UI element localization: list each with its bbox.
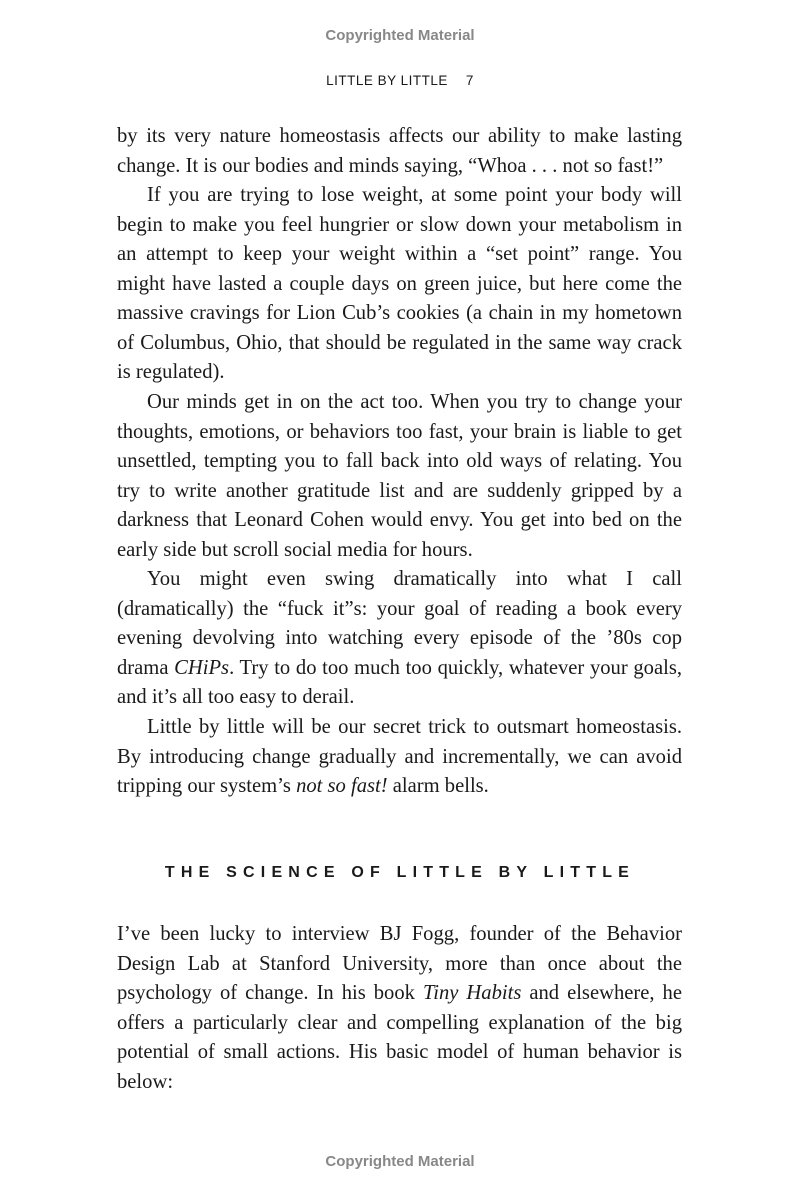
paragraph-4-text-b: . Try to do too much too quickly, whatever your goals, and it’s all too easy to derail. (117, 656, 683, 708)
paragraph-6-text-b: and elsewhere, he offers a particularly clear and compelling explanation of the big potential of small actions. His basic model of human behavior is below: (117, 982, 682, 1093)
paragraph-6 (117, 920, 682, 1097)
section-heading: THE SCIENCE OF LITTLE BY LITTLE (164, 864, 636, 881)
page-number: 7 (465, 73, 474, 88)
paragraph-6-text-a: I’ve been lucky to interview BJ Fogg, founder of the Behavior Design Lab at Stanford University, more than once about the psychology of change. In his book (117, 923, 682, 1004)
running-head (0, 73, 800, 88)
watermark-top: Copyrighted Material (325, 27, 475, 44)
paragraph-6-italic: Tiny Habits (422, 982, 522, 1004)
paragraph-3: Our minds get in on the act too. When you try to change your thoughts, emotions, or behaviors too fast, your brain is liable to get unsettled, tempting you to fall back into old ways of relating. You try to write another gratitude list and are suddenly gripped by a darkness that Leonard Cohen would envy. You get into bed on the early side but scroll social media for hours. (117, 391, 682, 561)
running-head-title: LITTLE BY LITTLE (326, 73, 448, 88)
watermark-bottom: Copyrighted Material (325, 1153, 475, 1170)
paragraph-5-text-b: alarm bells. (387, 775, 489, 797)
paragraph-5-text-a: Little by little will be our secret trick to outsmart homeostasis. By introducing change gradually and incrementally, we can avoid tripping our system’s (117, 716, 682, 797)
paragraph-2: If you are trying to lose weight, at some point your body will begin to make you feel hungrier or slow down your metabolism in an attempt to keep your weight within a “set point” range. You might have lasted a couple days on green juice, but here come the massive cravings for Lion Cub’s cookies (a chain in my hometown of Columbus, Ohio, that should be regulated in the same way crack is regulated). (117, 184, 682, 383)
paragraph-5 (117, 713, 682, 802)
paragraph-4 (117, 565, 682, 713)
paragraph-5-italic: not so fast! (296, 775, 388, 797)
paragraph-4-text-a: You might even swing dramatically into what I call (dramatically) the “fuck it”s: your goal of reading a book every evening devolving into watching every episode of the ’80s cop drama (117, 568, 682, 679)
paragraph-1: by its very nature homeostasis affects our ability to make lasting change. It is our bodies and minds saying, “Whoa . . . not so fast!” (117, 125, 682, 177)
paragraph-4-italic: CHiPs (174, 656, 230, 679)
